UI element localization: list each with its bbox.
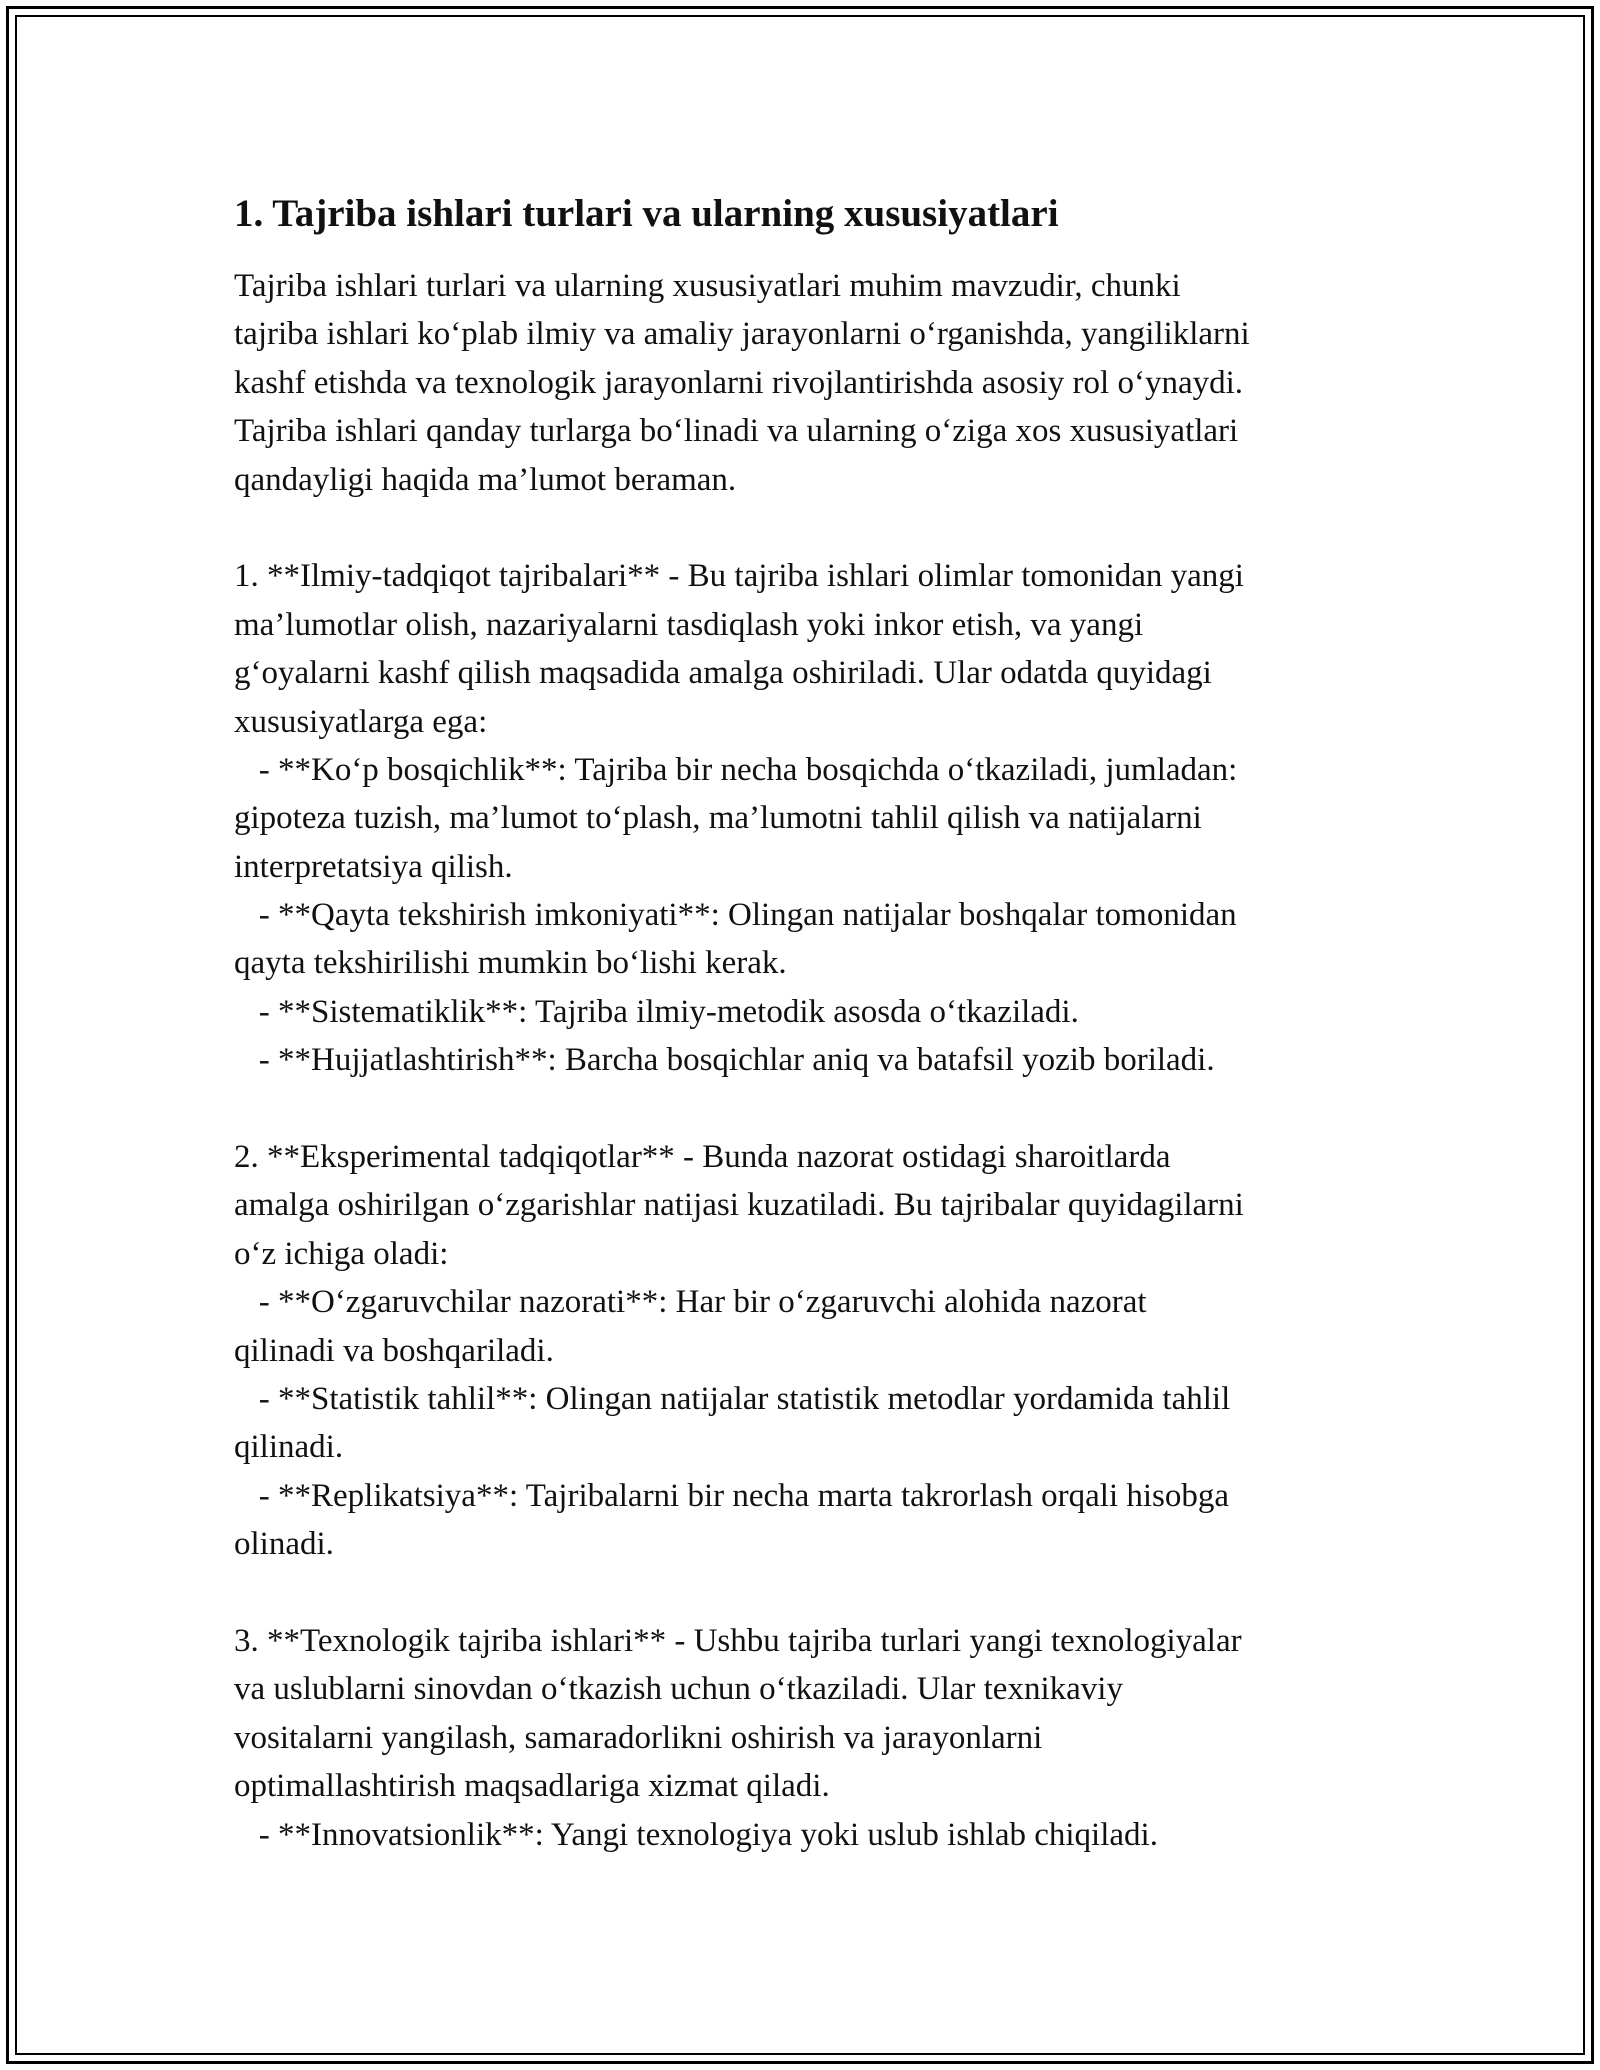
text-line: optimallashtirish maqsadlariga xizmat qiladi.	[234, 1768, 830, 1805]
text-line: xususiyatlarga ega:	[234, 703, 488, 740]
text-line: interpretatsiya qilish.	[234, 848, 513, 885]
blank-line	[234, 504, 1404, 552]
text-line: vositalarni yangilash, samaradorlikni oshirish va jarayonlarni	[234, 1719, 1043, 1756]
blank-line	[234, 1569, 1404, 1617]
text-line: - **Sistematiklik**: Tajriba ilmiy-metodik asosda o‘tkaziladi.	[234, 993, 1079, 1030]
text-line: - **Statistik tahlil**: Olingan natijalar statistik metodlar yordamida tahlil	[234, 1380, 1231, 1417]
text-line: kashf etishda va texnologik jarayonlarni rivojlantirishda asosiy rol o‘ynaydi.	[234, 364, 1244, 401]
text-line: 1. **Ilmiy-tadqiqot tajribalari** - Bu tajriba ishlari olimlar tomonidan yangi	[234, 558, 1244, 595]
text-line: qayta tekshirilishi mumkin bo‘lishi kerak.	[234, 945, 787, 982]
text-line: tajriba ishlari ko‘plab ilmiy va amaliy jarayonlarni o‘rganishda, yangiliklarni	[234, 316, 1250, 353]
document-heading: 1. Tajriba ishlari turlari va ularning xususiyatlari	[234, 192, 1059, 235]
text-line: amalga oshirilgan o‘zgarishlar natijasi kuzatiladi. Bu tajribalar quyidagilarni	[234, 1187, 1244, 1224]
text-line: g‘oyalarni kashf qilish maqsadida amalga oshiriladi. Ular odatda quyidagi	[234, 655, 1212, 692]
document-body	[234, 188, 1404, 1859]
text-line: qandayligi haqida ma’lumot beraman.	[234, 461, 737, 498]
text-line: - **Ko‘p bosqichlik**: Tajriba bir necha bosqichda o‘tkaziladi, jumladan:	[234, 751, 1238, 788]
text-line: - **Replikatsiya**: Tajribalarni bir necha marta takrorlash orqali hisobga	[234, 1477, 1230, 1514]
text-line: Tajriba ishlari turlari va ularning xususiyatlari muhim mavzudir, chunki	[234, 268, 1181, 304]
text-line: va uslublarni sinovdan o‘tkazish uchun o‘tkaziladi. Ular texnikaviy	[234, 1671, 1123, 1708]
text-line: - **Hujjatlashtirish**: Barcha bosqichlar aniq va batafsil yozib boriladi.	[234, 1042, 1215, 1079]
text-line: o‘z ichiga oladi:	[234, 1235, 449, 1272]
document-text	[234, 262, 1404, 1859]
text-line: 3. **Texnologik tajriba ishlari** - Ushbu tajriba turlari yangi texnologiyalar	[234, 1622, 1242, 1659]
text-line: qilinadi.	[234, 1429, 344, 1466]
text-line: gipoteza tuzish, ma’lumot to‘plash, ma’lumotni tahlil qilish va natijalarni	[234, 800, 1202, 837]
text-line: qilinadi va boshqariladi.	[234, 1332, 554, 1369]
text-line: - **Qayta tekshirish imkoniyati**: Olingan natijalar boshqalar tomonidan	[234, 897, 1237, 934]
text-line: ma’lumotlar olish, nazariyalarni tasdiqlash yoki inkor etish, va yangi	[234, 606, 1144, 643]
text-line: - **Innovatsionlik**: Yangi texnologiya yoki uslub ishlab chiqiladi.	[234, 1816, 1158, 1853]
blank-line	[234, 1085, 1404, 1133]
text-line: - **O‘zgaruvchilar nazorati**: Har bir o‘zgaruvchi alohida nazorat	[234, 1284, 1147, 1321]
text-line: Tajriba ishlari qanday turlarga bo‘linadi va ularning o‘ziga xos xususiyatlari	[234, 413, 1239, 450]
text-line: olinadi.	[234, 1526, 334, 1563]
text-line: 2. **Eksperimental tadqiqotlar** - Bunda nazorat ostidagi sharoitlarda	[234, 1139, 1171, 1176]
